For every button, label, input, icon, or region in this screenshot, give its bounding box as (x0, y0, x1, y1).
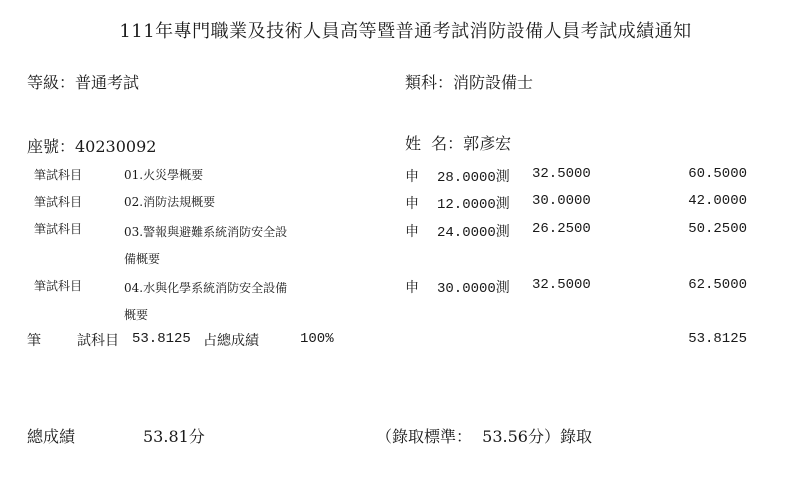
subject-mark: 申 (405, 280, 419, 296)
subject-type: 筆試科目 (34, 279, 83, 293)
summary-weight: 100% (300, 331, 334, 347)
final-score-label: 總成績 (27, 427, 76, 446)
subject-name: 02.消防法規概要 (124, 195, 216, 209)
subject-name: 01.火災學概要 (124, 168, 204, 182)
subject-total: 62.5000 (688, 277, 747, 293)
subject-score-a: 12.0000測 (437, 197, 510, 213)
subject-total: 42.0000 (688, 193, 747, 209)
subject-type: 筆試科目 (34, 168, 83, 182)
subject-score-a: 28.0000測 (437, 170, 510, 186)
summary-label: 試科目 (77, 333, 119, 349)
subject-score-b: 30.0000 (532, 193, 591, 209)
subject-name-continued: 概要 (124, 308, 149, 322)
subject-mark: 申 (405, 196, 419, 212)
exam-category: 類科：消防設備士 (405, 73, 534, 92)
summary-score: 53.8125 (132, 331, 191, 347)
subject-total: 50.2500 (688, 221, 747, 237)
summary-label-prefix: 筆 (27, 333, 41, 349)
subject-name-continued: 備概要 (124, 252, 161, 266)
subject-name: 03.警報與避難系統消防安全設 (124, 225, 288, 239)
subject-score-a: 24.0000測 (437, 225, 510, 241)
subject-mark: 申 (405, 224, 419, 240)
subject-total: 60.5000 (688, 166, 747, 182)
summary-weight-label: 占總成績 (203, 333, 259, 349)
notice-title: 111年專門職業及技術人員高等暨普通考試消防設備人員考試成績通知 (119, 21, 692, 42)
subject-score-b: 32.5000 (532, 277, 591, 293)
subject-score-b: 26.2500 (532, 221, 591, 237)
subject-name: 04.水與化學系統消防安全設備 (124, 281, 288, 295)
candidate-name: 姓 名：郭彥宏 (405, 134, 512, 153)
exam-level: 等級：普通考試 (27, 73, 140, 92)
final-score: 53.81分 (143, 427, 205, 446)
seat-number: 座號：40230092 (27, 137, 157, 156)
admission-standard: （錄取標準： 53.56分）錄取 (376, 427, 592, 446)
subject-type: 筆試科目 (34, 195, 83, 209)
summary-total: 53.8125 (688, 331, 747, 347)
subject-score-b: 32.5000 (532, 166, 591, 182)
subject-mark: 申 (405, 169, 419, 185)
subject-score-a: 30.0000測 (437, 281, 510, 297)
subject-type: 筆試科目 (34, 222, 83, 236)
